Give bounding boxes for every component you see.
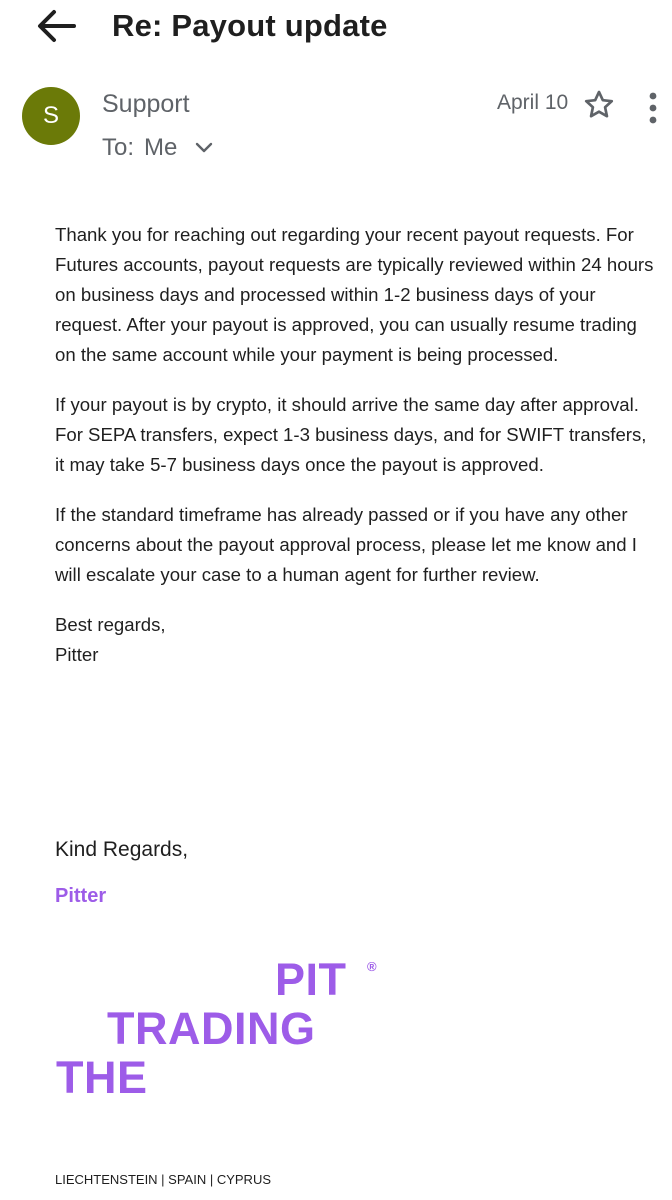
- arrow-left-icon: [35, 9, 77, 43]
- star-outline-icon: [582, 88, 616, 122]
- email-date: April 10: [497, 91, 569, 114]
- more-vert-icon: [648, 91, 658, 125]
- logo-line-the: THE: [56, 1052, 148, 1103]
- closing-line: Best regards,: [55, 614, 166, 635]
- chevron-down-icon: [195, 142, 213, 154]
- registered-mark: ®: [367, 959, 378, 974]
- logo-line-trading: TRADING: [107, 1003, 316, 1054]
- back-button[interactable]: [28, 4, 84, 48]
- to-label: To:: [102, 134, 135, 161]
- body-paragraph: If the standard timeframe has already passed or if you have any other concerns about the payout approval process, please let me know and I will escalate your case to a human agent for further review.: [55, 504, 637, 585]
- recipient-name: Me: [144, 134, 178, 161]
- body-paragraph: Thank you for reaching out regarding your recent payout requests. For Futures accounts, payout requests are typically reviewed within 24 hours on business days and processed within 1-2 business days of your request. After your payout is approved, you can usually resume trading on the same account while your payment is being processed.: [55, 224, 654, 365]
- signature-name: Pitter: [55, 885, 107, 907]
- office-locations: LIECHTENSTEIN | SPAIN | CYPRUS: [55, 1172, 271, 1187]
- logo-line-pit: PIT: [275, 954, 347, 1005]
- more-options-button[interactable]: [638, 88, 668, 128]
- sender-name: Support: [102, 90, 190, 118]
- signature-greeting: Kind Regards,: [55, 838, 189, 861]
- recipients-toggle[interactable]: [102, 130, 213, 166]
- body-paragraph: If your payout is by crypto, it should arrive the same day after approval. For SEPA transfers, expect 1-3 business days, and for SWIFT transfers, it may take 5-7 business days once the payout is approved.: [55, 394, 647, 475]
- email-body: [55, 220, 659, 670]
- app-bar: [0, 0, 672, 60]
- company-logo: [56, 955, 386, 1105]
- star-button[interactable]: [578, 84, 620, 126]
- email-subject: Re: Payout update: [112, 8, 388, 43]
- closing-name: Pitter: [55, 644, 99, 665]
- sender-avatar[interactable]: S: [22, 87, 80, 145]
